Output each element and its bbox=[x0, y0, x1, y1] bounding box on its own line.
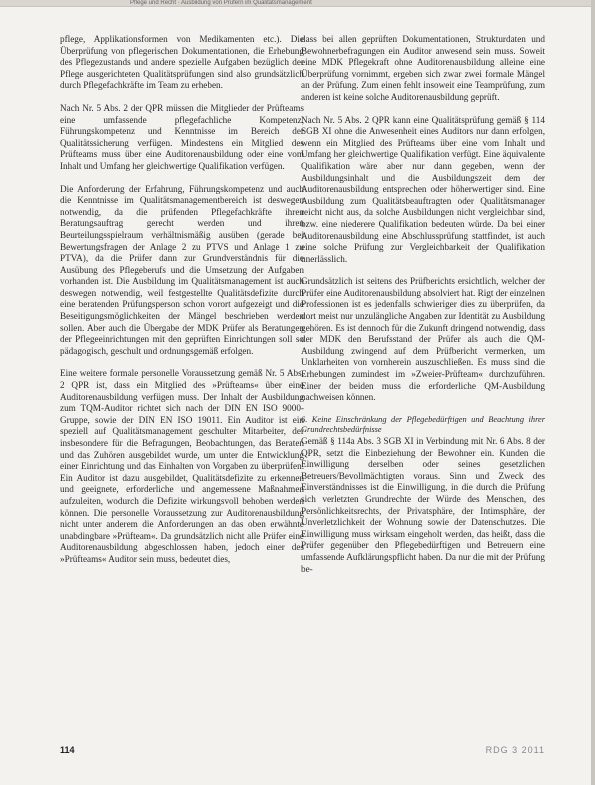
section-subheading: 6. Keine Einschränkung der Pflegebedürftigen und Beachtung ihrer Grundrechtsbedürfnisse bbox=[301, 414, 545, 435]
paragraph: Gemäß § 114a Abs. 3 SGB XI in Verbindung mit Nr. 6 Abs. 8 der QPR, setzt die Einbeziehung der Bewohner ein. Kunden die Einwilligung derselben oder seines gesetzlichen Betreuers/Bevollmächtigten voraus. Sinn und Zweck des Einverständnisses ist die Einwilligung, in die durch die Prüfung sich verletzten Grundrechte der Würde des Menschen, des Persönlichkeitsrechts, der Privatsphäre, der Intimsphäre, der Unverletzlichkeit der Wohnung sowie der Datenschutzes. Die Einwilligung muss wirksam eingeholt werden, das heißt, dass die Prüfer gegenüber den Pflegebedürftigen und Betreuern eine umfassende Aufklärungspflicht haben. Da nur die mit der Prüfung be- bbox=[301, 436, 545, 574]
left-column bbox=[60, 34, 304, 577]
paragraph: Grundsätzlich ist seitens des Prüfberichts ersichtlich, welcher der Prüfer eine Auditorenausbildung absolviert hat. Rigt der einzelnen Professionen ist es jedenfalls schwieriger dies zu überprüfen, da dort meist nur unzulängliche Angaben zur Identität zu Ausbildung gehören. Es ist dennoch für die Zukunft dringend notwendig, dass der MDK den Berufsstand der Prüfer als auch die QM-Ausbildung zwingend auf dem Prüfbericht vermerken, um Unklarheiten von vornherein auszuschließen. Es muss sind die Erhebungen zumindest im »Zweier-Prüfteam« durchzuführen. Einer der beiden muss die erforderliche QM-Ausbildung nachweisen können. bbox=[301, 276, 545, 403]
paragraph: Die Anforderung der Erfahrung, Führungskompetenz und auch die Kenntnisse im Qualitätsmanagementbereich ist deswegen notwendig, da die prüfenden Pflegefachkräfte ihren Beratungsauftrag gerecht werden und ihren Beurteilungsspielraum verhältnismäßig ausüben (gerade bei Bewertungsfragen der Anlage 2 zu PTVS und Anlage 1 zu PTVA), da die Prüfer dann zur Grundverständnis für die Ausübung des Pflegeberufs und die Umsetzung der Aufgaben vorhanden ist. Die Ausbildung im Qualitätsmanagement ist auch deswegen notwendig, weil festgestellte Qualitätsdefizite durch eine beratenden Prüfungsperson schon vorort aufgezeigt und die Beseitigungsmöglichkeiten der Mängel beschrieben werden sollen. Aber auch die Übergabe der MDK Prüfer als Beratungen der Pflegeeinrichtungen mit den geprüften Einrichtungen soll so pädagogisch, geschult und ordnungsgemäß erfolgen. bbox=[60, 183, 304, 356]
journal-issue: RDG 3 2011 bbox=[485, 745, 545, 755]
paragraph: dass bei allen geprüften Dokumentationen, Strukturdaten und Bewohnerbefragungen ein Auditor anwesend sein muss. Soweit eine MDK Pflegekraft ohne Auditorenausbildung alleine eine Überprüfung vornimmt, ergeben sich zwar zwei formale Mängel an der Prüfung. Zum einen fehlt insoweit eine Teamprüfung, zum anderen ist keine solche Auditorenausbildung geprüft. bbox=[301, 34, 545, 102]
paragraph: Nach Nr. 5 Abs. 2 QPR kann eine Qualitätsprüfung gemäß § 114 SGB XI ohne die Anwesenheit eines Auditors nur dann erfolgen, wenn ein Mitglied des Prüfteams über eine vom Inhalt und Umfang her gleichwertige Qualifikation verfügt. Eine äquivalente Qualifikation wäre aber nur dann gegeben, wenn der Ausbildungsinhalt und die Ausbildungszeit dem der Auditorenausbildung entsprechen oder höherwertiger sind. Eine Ausbildung zum Qualitätsbeauftragten oder Qualitätsmanager reicht nicht aus, da solche Ausbildungen nicht vergleichbar sind, bzw. eine niederere Qualifikation bedeuten würde. Da bei einer Auditorenausbildung eine Abschlussprüfung stattfindet, ist auch eine solche Prüfung zur Vergleichbarkeit der Qualifikation unerlässlich. bbox=[301, 114, 545, 264]
paragraph: Eine weitere formale personelle Voraussetzung gemäß Nr. 5 Abs. 2 QPR ist, dass ein Mitglied des »Prüfteams« über eine Auditorenausbildung verfügen muss. Der Inhalt der Ausbildung zum TQM-Auditor richtet sich nach der DIN EN ISO 9000-Gruppe, sowie der DIN EN ISO 19011. Ein Auditor ist ein speziell auf Qualitätsmanagement geschulter Mitarbeiter, der insbesondere für die Befragungen, Beobachtungen, das Beraten und das Zuhören ausgebildet wurde, um unter die Entwicklung einer Einrichtung und das Einhalten von Vorgaben zu überprüfen. Ein Auditor ist dazu ausgebildet, Qualitätsdefizite zu erkennen und geeignete, erforderliche und angemessene Maßnahmen aufzuleiten, wodurch die Defizite wirkungsvoll behoben werden können. Die personelle Voraussetzung zur Auditorenausbildung nicht unter anderem die Anforderungen an das oben erwähnte unabdingbare »Prüfteam«. Da grundsätzlich nicht alle Prüfer eine Auditorenausbildung abgeschlossen haben, jedoch einer des »Prüfteams« Auditor sein muss, bedeutet dies, bbox=[60, 368, 304, 564]
running-header bbox=[0, 0, 595, 7]
right-column bbox=[301, 34, 545, 586]
page-number: 114 bbox=[60, 745, 75, 755]
running-header-text: Pflege und Recht · Ausbildung von Prüfern im Qualitätsmanagement bbox=[130, 0, 312, 6]
page-edge bbox=[591, 0, 595, 785]
paragraph: Nach Nr. 5 Abs. 2 der QPR müssen die Mitglieder der Prüfteams eine umfassende pflegefachliche Kompetenz, Führungskompetenz und Kenntnisse im Bereich der Qualitätssicherung verfügen. Mindestens ein Mitglied des Prüfteams muss über eine Auditorenausbildung oder eine vom Inhalt und Umfang her gleichwertige Qualifikation verfügen. bbox=[60, 102, 304, 171]
paragraph: pflege, Applikationsformen von Medikamenten etc.). Die Überprüfung von pflegerischen Dokumentationen, die Erhebung des Pflegezustands und andere spezielle Aufgaben bezüglich der Pflege ausgerichteten Qualitätsprüfungen sind also grundsätzlich durch Pflegefachkräfte im Team zu erheben. bbox=[60, 34, 304, 91]
page-footer bbox=[60, 745, 545, 759]
